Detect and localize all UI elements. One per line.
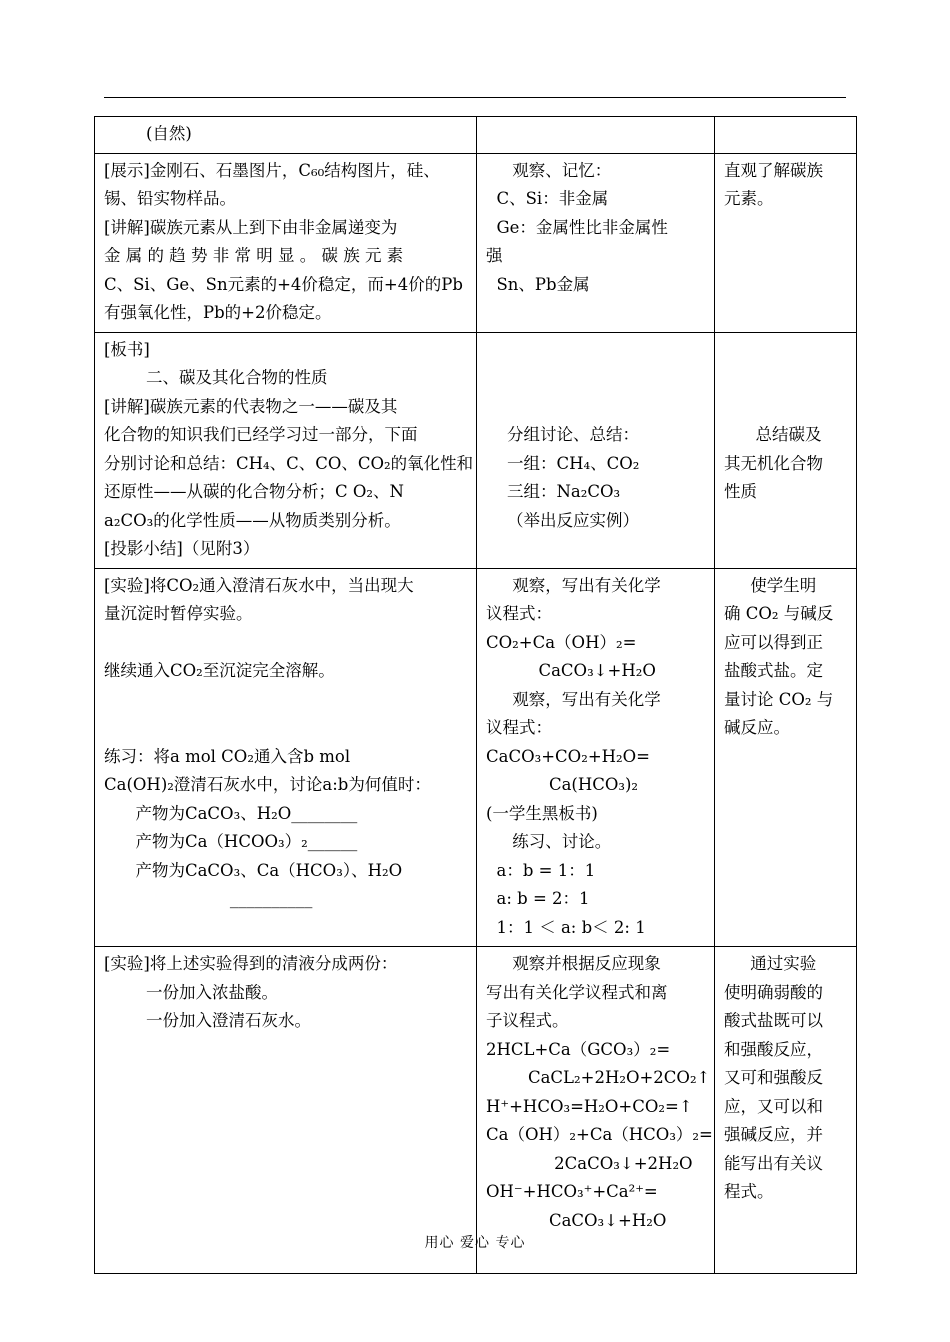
design-intent-cell <box>715 153 857 332</box>
table-row <box>95 153 857 332</box>
text-line: CaCO₃+CO₂+H₂O= <box>486 746 651 766</box>
text-line: 其无机化合物 <box>724 453 823 473</box>
text-line: 总结碳及 <box>724 425 822 444</box>
text-line: 碱反应。 <box>724 718 790 737</box>
text-line: 能写出有关议 <box>724 1153 823 1173</box>
design-intent-cell <box>715 117 857 154</box>
text-line: 分组讨论、总结： <box>486 425 639 444</box>
text-line: 通过实验 <box>724 954 817 973</box>
text-line: 练习：将a mol CO₂通入含b mol <box>104 746 351 766</box>
text-line: [展示]金刚石、石墨图片，C₆₀结构图片，硅、 <box>104 160 440 180</box>
text-line: 元素。 <box>724 189 774 208</box>
text-line: Sn、Pb金属 <box>486 274 590 294</box>
text-line: 2CaCO₃↓+2H₂O <box>486 1153 693 1173</box>
lesson-plan-table <box>94 116 857 1274</box>
text-line: 使明确弱酸的 <box>724 982 823 1002</box>
text-line: 三组：Na₂CO₃ <box>486 482 621 501</box>
text-line: 子议程式。 <box>486 1011 569 1030</box>
teacher-activity-cell <box>95 332 477 568</box>
text-line: 强碱反应，并 <box>724 1125 823 1144</box>
text-line: Ca(OH)₂澄清石灰水中，讨论a:b为何值时： <box>104 775 431 794</box>
text-line: OH⁻+HCO₃⁺+Ca²⁺= <box>486 1182 658 1201</box>
text-line: 锡、铅实物样品。 <box>104 189 236 208</box>
text-line: Ca（OH）₂+Ca（HCO₃）₂= <box>486 1125 713 1144</box>
text-line: 又可和强酸反 <box>724 1068 823 1087</box>
table-row <box>95 332 857 568</box>
text-line: [实验]将上述实验得到的清液分成两份： <box>104 954 398 973</box>
student-activity-cell <box>477 947 715 1274</box>
design-intent-cell <box>715 568 857 947</box>
text-line: 酸式盐既可以 <box>724 1011 823 1030</box>
text-line: 一份加入浓盐酸。 <box>104 982 278 1002</box>
text-line: CaCO₃↓+H₂O <box>486 1210 667 1230</box>
text-line: 和强酸反应， <box>724 1039 823 1059</box>
text-line: __________ <box>104 889 313 908</box>
text-line: 议程式： <box>486 604 552 623</box>
text-line: CaCL₂+2H₂O+2CO₂↑ <box>486 1068 711 1087</box>
teacher-activity-cell <box>95 568 477 947</box>
text-line: CaCO₃↓+H₂O <box>486 661 656 680</box>
text-line: 产物为CaCO₃、Ca（HCO₃）、H₂O <box>104 860 403 880</box>
text-line: [实验]将CO₂通入澄清石灰水中，当出现大 <box>104 575 414 595</box>
text-line: H⁺+HCO₃=H₂O+CO₂=↑ <box>486 1096 693 1116</box>
text-line: a：b = 1：1 <box>486 860 596 880</box>
text-line: 使学生明 <box>724 575 817 595</box>
text-line: 继续通入CO₂至沉淀完全溶解。 <box>104 661 335 680</box>
text-line: 应，又可以和 <box>724 1096 823 1116</box>
text-line <box>724 336 848 365</box>
text-line: 金 属 的 趋 势 非 常 明 显 。 碳 族 元 素 <box>104 246 404 265</box>
text-line <box>104 686 468 715</box>
text-line: C、Si、Ge、Sn元素的+4价稳定，而+4价的Pb <box>104 274 463 294</box>
text-line <box>724 364 848 393</box>
text-line: 1：1 ＜ a: b＜ 2: 1 <box>486 917 646 937</box>
text-line <box>724 393 848 422</box>
text-line: 产物为Ca（HCOO₃）₂______ <box>104 832 358 851</box>
text-line <box>486 364 706 393</box>
text-line: 一份加入澄清石灰水。 <box>104 1011 311 1030</box>
text-line: Ca(HCO₃)₂ <box>486 775 639 794</box>
teacher-activity-cell <box>95 153 477 332</box>
student-activity-cell <box>477 153 715 332</box>
text-line: 议程式： <box>486 718 552 737</box>
text-line <box>104 714 468 743</box>
text-line: 性质 <box>724 482 757 501</box>
text-line: (一学生黑板书) <box>486 803 598 823</box>
text-line: 产物为CaCO₃、H₂O________ <box>104 803 358 823</box>
student-activity-cell <box>477 117 715 154</box>
text-line: 量讨论 CO₂ 与 <box>724 689 834 709</box>
text-line: 应可以得到正 <box>724 632 823 652</box>
text-line: C、Si：非金属 <box>486 189 609 208</box>
student-activity-cell <box>477 332 715 568</box>
text-line: 2HCL+Ca（GCO₃）₂= <box>486 1039 671 1059</box>
text-line <box>104 629 468 658</box>
text-line: [讲解]碳族元素从上到下由非金属递变为 <box>104 217 398 237</box>
text-line: 一组：CH₄、CO₂ <box>486 453 640 473</box>
text-line: 直观了解碳族 <box>724 160 823 180</box>
text-line: 强 <box>486 246 503 265</box>
text-line: a: b = 2：1 <box>486 889 590 908</box>
page-footer: 用心 爱心 专心 <box>424 1235 526 1251</box>
text-line: Ge：金属性比非金属性 <box>486 217 668 237</box>
table-row <box>95 947 857 1274</box>
text-line: 有强氧化性，Pb的+2价稳定。 <box>104 303 332 322</box>
text-line: 确 CO₂ 与碱反 <box>724 604 834 623</box>
text-line <box>486 393 706 422</box>
text-line: 观察，写出有关化学 <box>486 575 661 595</box>
text-line: [投影小结]（见附3） <box>104 539 260 558</box>
text-line: （举出反应实例） <box>486 510 639 530</box>
text-line: 盐酸式盐。定 <box>724 661 823 680</box>
text-line: 练习、讨论。 <box>486 832 612 851</box>
student-activity-cell <box>477 568 715 947</box>
teacher-activity-cell <box>95 117 477 154</box>
design-intent-cell <box>715 332 857 568</box>
text-line: 观察，写出有关化学 <box>486 689 661 709</box>
table-row <box>95 568 857 947</box>
text-line <box>486 336 706 365</box>
teacher-activity-cell <box>95 947 477 1274</box>
design-intent-cell <box>715 947 857 1274</box>
table-row <box>95 117 857 154</box>
text-line: 二、碳及其化合物的性质 <box>104 368 328 387</box>
text-line: (自然) <box>104 124 192 143</box>
text-line: 写出有关化学议程式和离 <box>486 982 668 1002</box>
text-line: 量沉淀时暂停实验。 <box>104 604 253 623</box>
text-line: 化合物的知识我们已经学习过一部分，下面 <box>104 425 418 444</box>
text-line: 还原性——从碳的化合物分析；C O₂、N <box>104 482 404 501</box>
text-line: 程式。 <box>724 1182 774 1201</box>
text-line: [讲解]碳族元素的代表物之一——碳及其 <box>104 396 398 416</box>
text-line: a₂CO₃的化学性质——从物质类别分析。 <box>104 510 401 530</box>
text-line: CO₂+Ca（OH）₂= <box>486 632 637 652</box>
text-line: 观察、记忆： <box>486 160 612 180</box>
text-line: 分别讨论和总结：CH₄、C、CO、CO₂的氧化性和 <box>104 453 474 473</box>
header-rule <box>104 97 846 98</box>
text-line: 观察并根据反应现象 <box>486 954 661 973</box>
text-line: [板书] <box>104 339 150 359</box>
